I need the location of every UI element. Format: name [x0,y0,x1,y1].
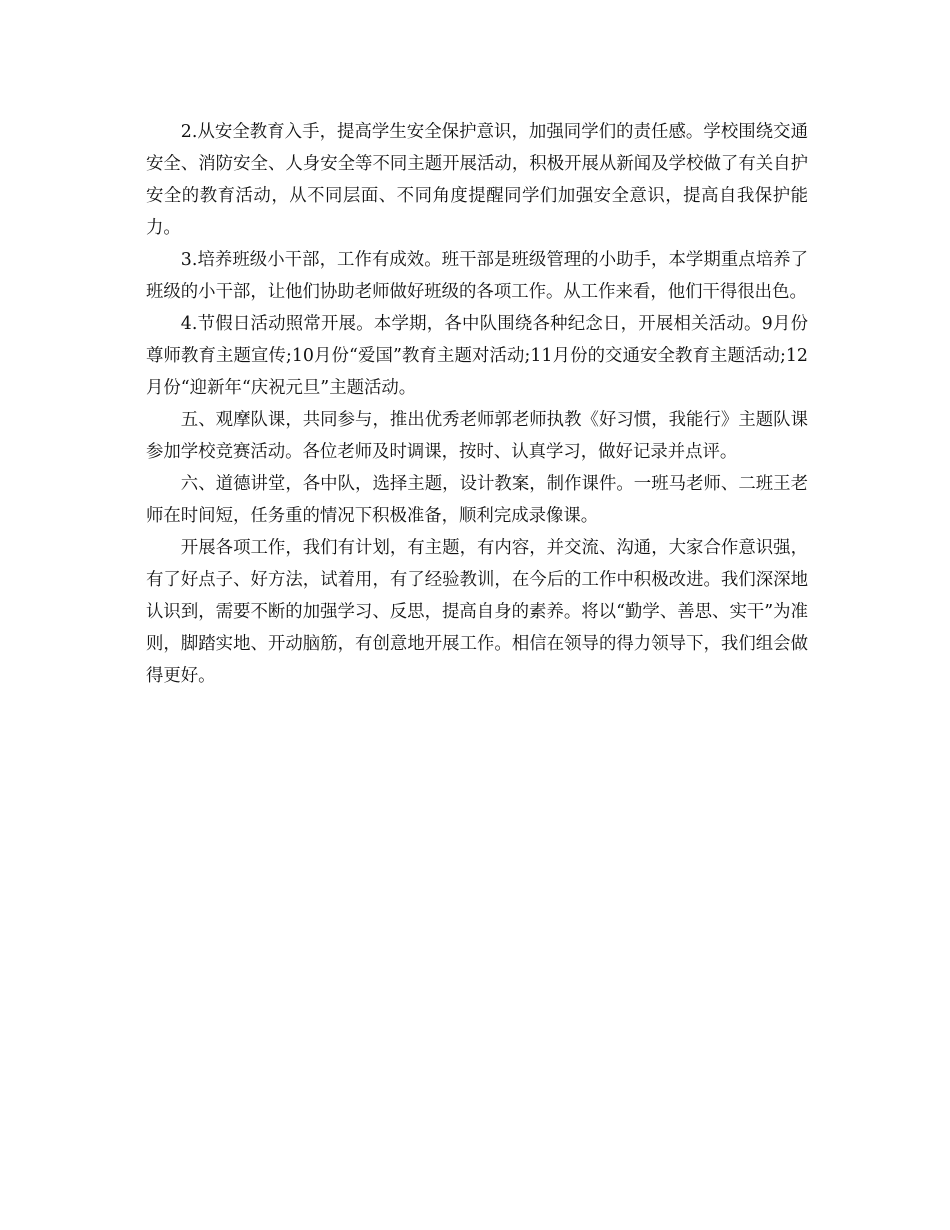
paragraph-observation-class: 五、观摩队课，共同参与，推出优秀老师郭老师执教《好习惯，我能行》主题队课参加学校竞赛活动。各位老师及时调课，按时、认真学习，做好记录并点评。 [146,410,808,462]
document-body [146,116,808,692]
paragraph-moral-lecture: 六、道德讲堂，各中队，选择主题，设计教案，制作课件。一班马老师、二班王老师在时间短，任务重的情况下积极准备，顺利完成录像课。 [146,474,808,526]
paragraph-summary: 开展各项工作，我们有计划，有主题，有内容，并交流、沟通，大家合作意识强，有了好点子、好方法，试着用，有了经验教训，在今后的工作中积极改进。我们深深地认识到，需要不断的加强学习、反思，提高自身的素养。将以“勤学、善思、实干”为准则，脚踏实地、开动脑筋，有创意地开展工作。相信在领导的得力领导下，我们组会做得更好。 [146,538,808,686]
paragraph-class-cadres: 3.培养班级小干部，工作有成效。班干部是班级管理的小助手，本学期重点培养了班级的小干部，让他们协助老师做好班级的各项工作。从工作来看，他们干得很出色。 [146,250,808,302]
paragraph-holiday-activities: 4.节假日活动照常开展。本学期，各中队围绕各种纪念日，开展相关活动。9月份尊师教育主题宣传;10月份“爱国”教育主题对活动;11月份的交通安全教育主题活动;12月份“迎新年“庆祝元旦”主题活动。 [146,314,808,398]
paragraph-safety-education: 2.从安全教育入手，提高学生安全保护意识，加强同学们的责任感。学校围绕交通安全、消防安全、人身安全等不同主题开展活动，积极开展从新闻及学校做了有关自护安全的教育活动，从不同层面、不同角度提醒同学们加强安全意识，提高自我保护能力。 [146,122,808,238]
